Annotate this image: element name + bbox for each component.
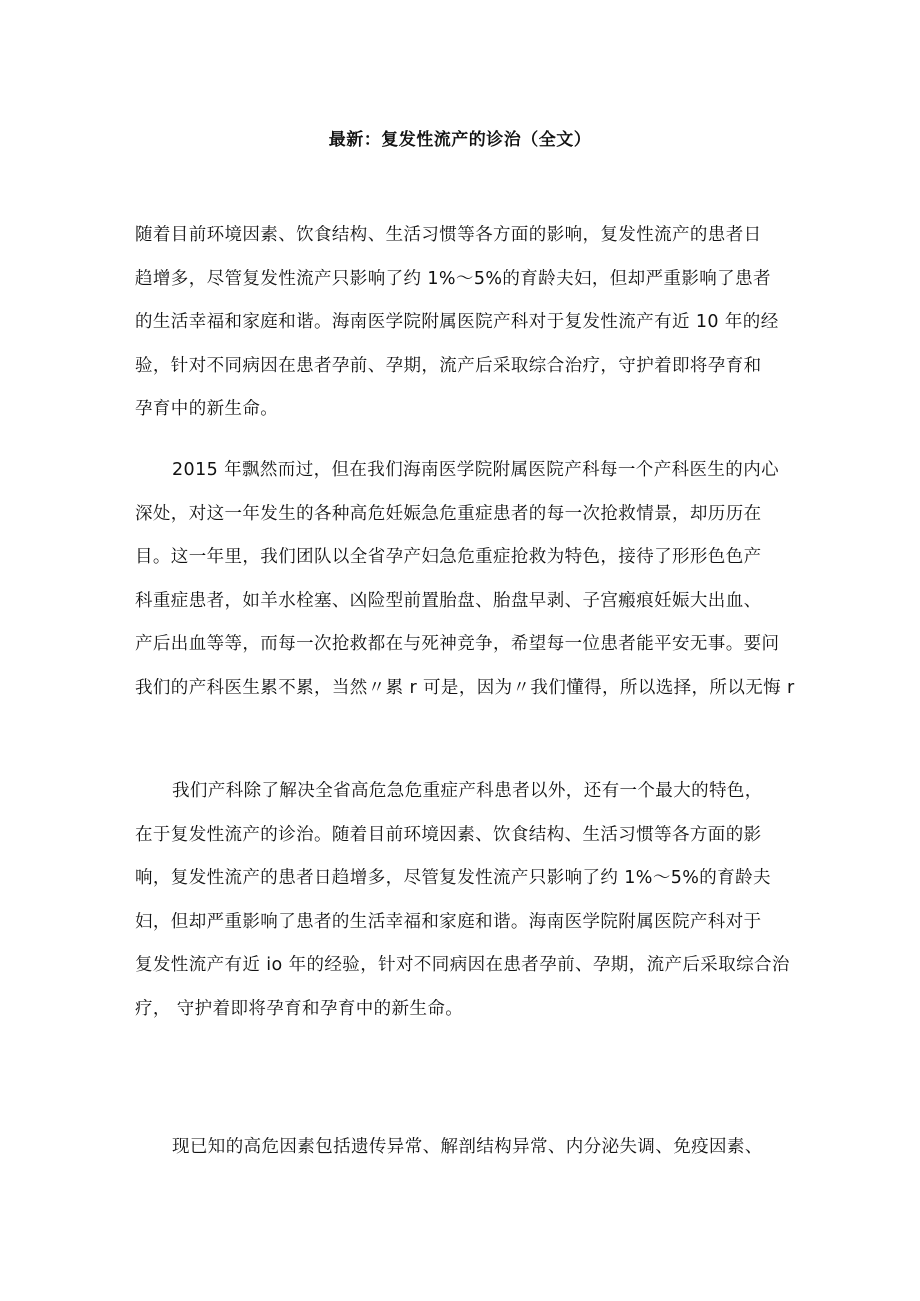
paragraph-line: 在于复发性流产的诊治。随着目前环境因素、饮食结构、生活习惯等各方面的影 (135, 824, 762, 845)
paragraph-line: 孕育中的新生命。 (135, 399, 279, 420)
document-title: 最新：复发性流产的诊治（全文） (328, 130, 592, 150)
paragraph-line: 产后出血等等，而每一次抢救都在与死神竞争，希望每一位患者能平安无事。要问 (135, 634, 780, 655)
paragraph-line: 随着目前环境因素、饮食结构、生活习惯等各方面的影响，复发性流产的患者日 (135, 225, 762, 245)
paragraph-line: 响，复发性流产的患者日趋增多，尽管复发性流产只影响了约 1%～5%的育龄夫 (135, 868, 771, 889)
paragraph-line: 妇，但却严重影响了患者的生活幸福和家庭和谐。海南医学院附属医院产科对于 (135, 911, 762, 932)
paragraph-line: 2015 年飘然而过，但在我们海南医学院附属医院产科每一个产科医生的内心 (172, 460, 779, 480)
paragraph-line: 深处，对这一年发生的各种高危妊娠急危重症患者的每一次抢救情景，却历历在 (135, 503, 762, 524)
paragraph-1 (135, 214, 795, 432)
paragraph-line: 科重症患者，如羊水栓塞、凶险型前置胎盘、胎盘早剥、子宫瘢痕妊娠大出血、 (135, 590, 762, 611)
paragraph-3 (135, 770, 795, 1032)
paragraph-line: 验，针对不同病因在患者孕前、孕期，流产后采取综合治疗，守护着即将孕育和 (135, 355, 762, 376)
paragraph-line: 的生活幸福和家庭和谐。海南医学院附属医院产科对于复发性流产有近 10 年的经 (135, 312, 779, 333)
paragraph-line: 我们的产科医生累不累，当然〃累 r 可是，因为〃我们懂得，所以选择，所以无悔 r (135, 677, 795, 698)
paragraph-2 (135, 449, 795, 711)
paragraph-line: 复发性流产有近 io 年的经验，针对不同病因在患者孕前、孕期，流产后采取综合治 (135, 955, 790, 976)
paragraph-line: 我们产科除了解决全省高危急危重症产科患者以外，还有一个最大的特色， (172, 781, 763, 801)
paragraph-line: 现已知的高危因素包括遗传异常、解剖结构异常、内分泌失调、免疫因素、 (172, 1137, 763, 1157)
paragraph-line: 疗， 守护着即将孕育和孕育中的新生命。 (135, 998, 464, 1019)
paragraph-line: 趋增多，尽管复发性流产只影响了约 1%～5%的育龄夫妇，但却严重影响了患者 (135, 268, 771, 289)
paragraph-line: 目。这一年里，我们团队以全省孕产妇急危重症抢救为特色，接待了形形色色产 (135, 547, 762, 568)
paragraph-4 (135, 1126, 795, 1170)
